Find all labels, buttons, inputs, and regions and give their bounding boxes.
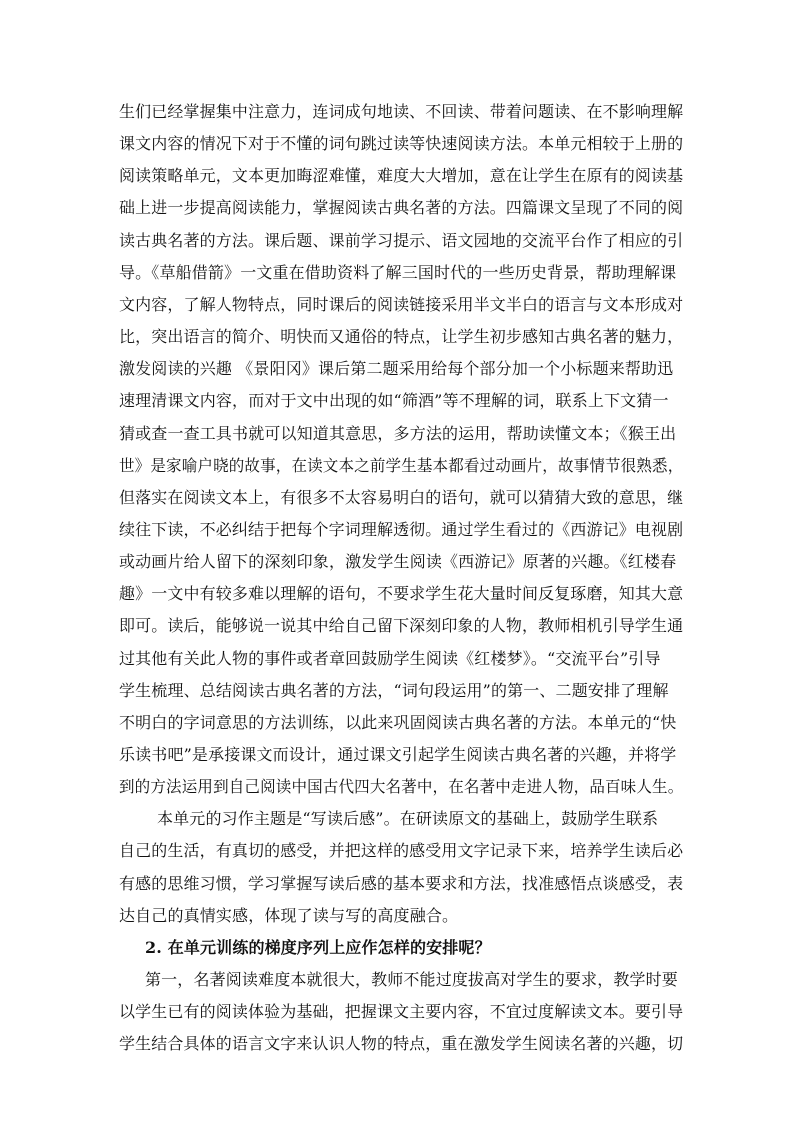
paragraph-line: 达自己的真情实感，体现了读与写的高度融合。 xyxy=(119,905,459,925)
paragraph-line: 或动画片给人留下的深刻印象，激发学生阅读《西游记》原著的兴趣。《红楼春 xyxy=(119,552,677,572)
paragraph-line: 以学生已有的阅读体验为基础，把握课文主要内容，不宜过度解读文本。要引导 xyxy=(119,1002,684,1022)
paragraph-line: 学生结合具体的语言文字来认识人物的特点，重在激发学生阅读名著的兴趣，切 xyxy=(119,1034,684,1054)
paragraph-line: 世》是家喻户晓的故事，在读文本之前学生基本都看过动画片，故事情节很熟悉， xyxy=(119,455,684,475)
paragraph-line: 文内容，了解人物特点，同时课后的阅读链接采用半文半白的语言与文本形成对 xyxy=(119,294,684,314)
paragraph-line: 第一，名著阅读难度本就很大，教师不能过度拔高对学生的要求，教学时要 xyxy=(145,970,678,990)
paragraph-line: 猜或查一查工具书就可以知道其意思，多方法的运用，帮助读懂文本；《猴王出 xyxy=(119,423,677,443)
paragraph-line: 课文内容的情况下对于不懂的词句跳过读等快速阅读方法。本单元相较于上册的 xyxy=(119,134,684,154)
paragraph-line: 即可。读后，能够说一说其中给自己留下深刻印象的人物，教师相机引导学生通 xyxy=(119,616,684,636)
paragraph-line: 趣》一文中有较多难以理解的语句，不要求学生花大量时间反复琢磨，知其大意 xyxy=(119,584,684,604)
paragraph-line: 但落实在阅读文本上，有很多不太容易明白的语句，就可以猜猜大致的意思，继 xyxy=(119,487,684,507)
paragraph-line: 自己的生活，有真切的感受，并把这样的感受用文字记录下来，培养学生读后必 xyxy=(119,841,684,861)
paragraph-line: 到的方法运用到自己阅读中国古代四大名著中，在名著中走进人物，品百味人生。 xyxy=(119,777,684,797)
paragraph-line: 激发阅读的兴趣 《景阳冈》课后第二题采用给每个部分加一个小标题来帮助迅 xyxy=(119,359,674,379)
paragraph-line: 乐读书吧”是承接课文而设计，通过课文引起学生阅读古典名著的兴趣，并将学 xyxy=(119,745,677,764)
paragraph-line: 导。《草船借箭》一文重在借助资料了解三国时代的一些历史背景，帮助理解课 xyxy=(119,262,677,282)
paragraph-line: 生们已经掌握集中注意力，连词成句地读、不回读、带着问题读、在不影响理解 xyxy=(119,102,684,121)
paragraph-line: 础上进一步提高阅读能力，掌握阅读古典名著的方法。四篇课文呈现了不同的阅 xyxy=(119,198,684,218)
paragraph-line: 续往下读，不必纠结于把每个字词理解透彻。通过学生看过的《西游记》电视剧 xyxy=(119,519,684,539)
paragraph-line: 有感的思维习惯，学习掌握写读后感的基本要求和方法，找准感悟点谈感受，表 xyxy=(119,873,684,893)
paragraph-line: 本单元的习作主题是“写读后感”。在研读原文的基础上，鼓励学生联系 xyxy=(157,809,659,829)
section-heading: 2. 在单元训练的梯度序列上应作怎样的安排呢？ xyxy=(145,937,491,957)
paragraph-line: 不明白的字词意思的方法训练，以此来巩固阅读古典名著的方法。本单元的“快 xyxy=(119,712,677,732)
paragraph-line: 阅读策略单元，文本更加晦涩难懂，难度大大增加，意在让学生在原有的阅读基 xyxy=(119,166,684,186)
paragraph-line: 学生梳理、总结阅读古典名著的方法，“词句段运用”的第一、二题安排了理解 xyxy=(119,680,669,700)
paragraph-line: 速理清课文内容，而对于文中出现的如“筛酒”等不理解的词，联系上下文猜一 xyxy=(119,391,669,411)
paragraph-line: 过其他有关此人物的事件或者章回鼓励学生阅读《红楼梦》。“交流平台”引导 xyxy=(119,648,661,668)
paragraph-line: 比，突出语言的简介、明快而又通俗的特点，让学生初步感知古典名著的魅力， xyxy=(119,327,684,347)
paragraph-line: 读古典名著的方法。课后题、课前学习提示、语文园地的交流平台作了相应的引 xyxy=(119,230,684,250)
